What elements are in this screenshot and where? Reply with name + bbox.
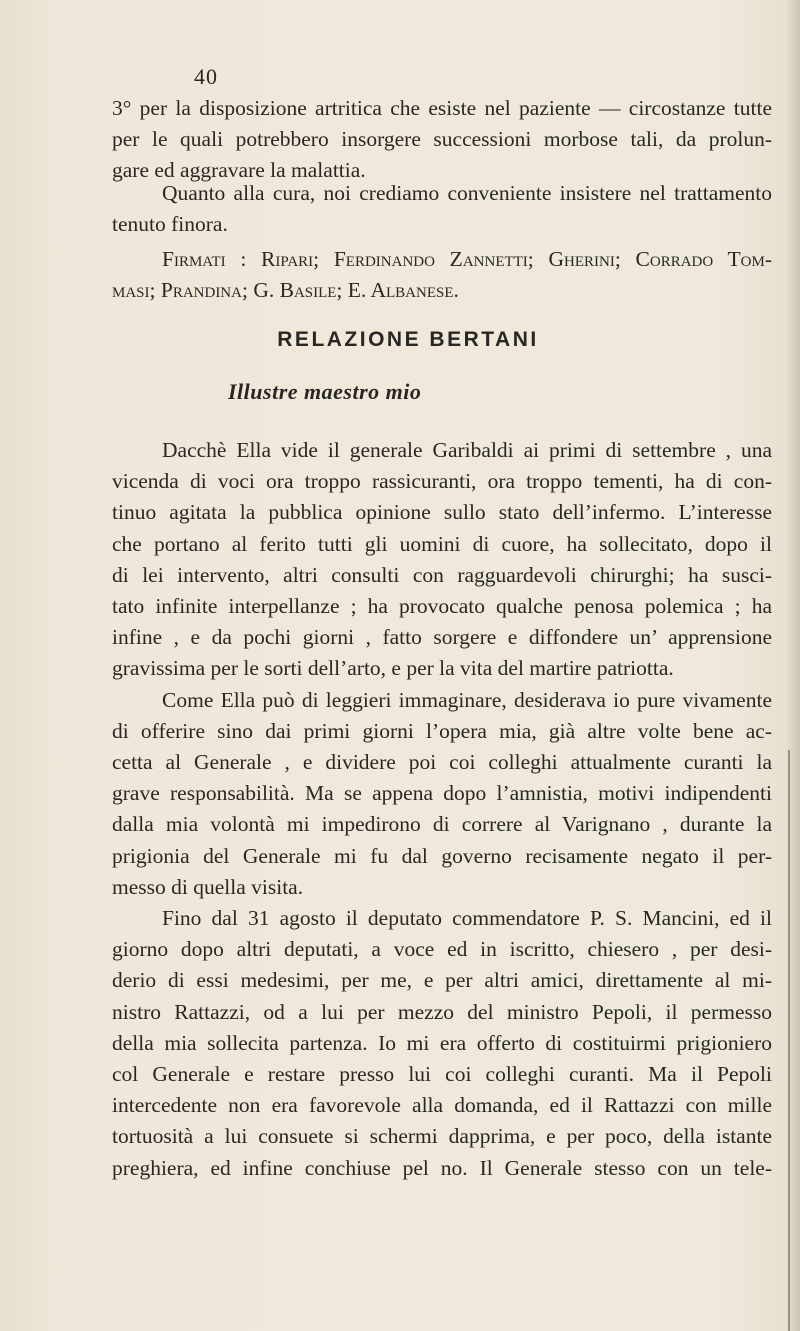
text-line: tortuosità a lui consuete si schermi dapprima, e per poco, della istante <box>112 1124 772 1149</box>
text-line: masi; Prandina; G. Basile; E. Albanese. <box>112 278 459 303</box>
section-heading: RELAZIONE BERTANI <box>277 328 539 351</box>
text-line: vicenda di voci ora troppo rassicuranti, ora troppo tementi, ha di con- <box>112 469 772 494</box>
text-line: prigionia del Generale mi fu dal governo recisamente negato il per- <box>112 843 772 868</box>
paragraph-cura <box>112 178 772 240</box>
text-line: infine , e da pochi giorni , fatto sorgere e diffondere un’ apprensione <box>112 625 772 650</box>
text-line: tenuto finora. <box>112 212 228 237</box>
text-line: 3° per la disposizione artritica che esiste nel paziente — circostanze tutte <box>112 96 772 120</box>
text-line: preghiera, ed infine conchiuse pel no. Il Generale stesso con un tele- <box>112 1155 772 1180</box>
text-line: Dacchè Ella vide il generale Garibaldi ai primi di settembre , una <box>162 438 772 462</box>
paragraph-point-3 <box>112 93 772 187</box>
text-line: tinuo agitata la pubblica opinione sullo stato dell’infermo. L’interesse <box>112 500 772 525</box>
salutation: Illustre maestro mio <box>228 379 422 404</box>
text-line: Quanto alla cura, noi crediamo conveniente insistere nel trattamento <box>162 181 772 205</box>
page-number: 40 <box>194 64 218 89</box>
text-line: tato infinite interpellanze ; ha provocato qualche penosa polemica ; ha <box>112 594 772 619</box>
text-line: col Generale e restare presso lui coi colleghi curanti. Ma il Pepoli <box>112 1062 772 1087</box>
text-line: derio di essi medesimi, per me, e per altri amici, direttamente al mi- <box>112 968 772 993</box>
page-edge-line <box>788 750 790 1331</box>
text-line: Firmati : Ripari; Ferdinando Zannetti; Gherini; Corrado Tom- <box>162 247 772 271</box>
text-line: Come Ella può di leggieri immaginare, desiderava io pure vivamente <box>162 687 772 712</box>
text-line: nistro Rattazzi, od a lui per mezzo del ministro Pepoli, il permesso <box>112 999 772 1024</box>
text-line: dalla mia volontà mi impedirono di correre al Varignano , durante la <box>112 812 772 837</box>
text-line: di lei intervento, altri consulti con ragguardevoli chirurghi; ha susci- <box>112 562 772 587</box>
text-line: per le quali potrebbero insorgere successioni morbose tali, da prolun- <box>112 127 772 152</box>
text-line: Fino dal 31 agosto il deputato commendatore P. S. Mancini, ed il <box>162 906 772 931</box>
text-line: messo di quella visita. <box>112 874 304 899</box>
text-line: gravissima per le sorti dell’arto, e per la vita del martire patriotta. <box>112 656 674 681</box>
text-line: cetta al Generale , e dividere poi coi colleghi attualmente curanti la <box>112 750 772 775</box>
signatories <box>112 244 772 306</box>
letter-body <box>112 435 772 1184</box>
text-line: della mia sollecita partenza. Io mi era offerto di costituirmi prigioniero <box>112 1030 772 1055</box>
text-line: giorno dopo altri deputati, a voce ed in iscritto, chiesero , per desi- <box>112 937 772 962</box>
text-line: che portano al ferito tutti gli uomini di cuore, ha sollecitato, dopo il <box>112 531 772 556</box>
text-line: grave responsabilità. Ma se appena dopo l’amnistia, motivi indipendenti <box>112 781 772 806</box>
text-line: gare ed aggravare la malattia. <box>112 158 366 183</box>
text-line: di offerire sino dai primi giorni l’opera mia, già altre volte bene ac- <box>112 718 772 743</box>
text-line: intercedente non era favorevole alla domanda, ed il Rattazzi con mille <box>112 1093 772 1118</box>
